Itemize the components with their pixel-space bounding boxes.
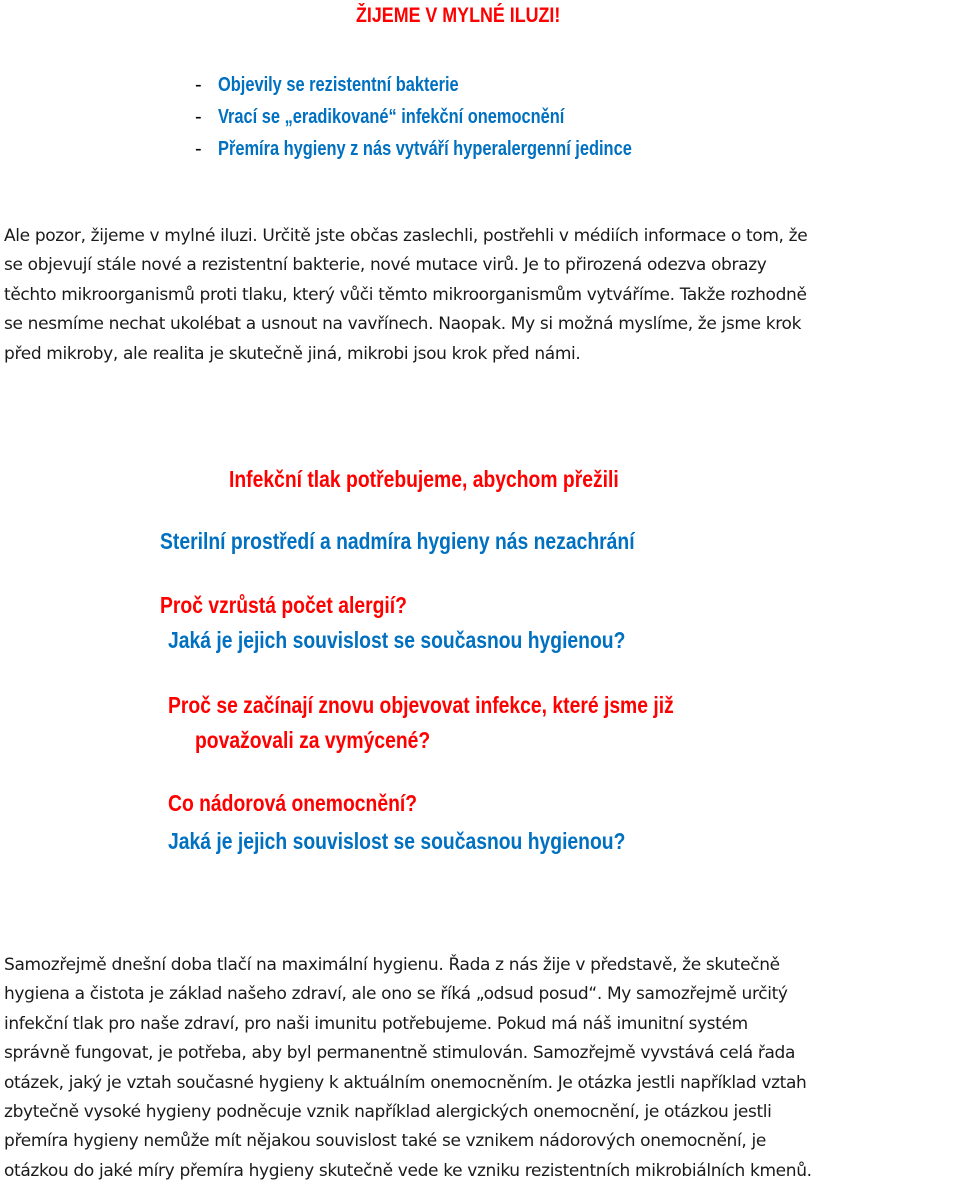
header-bullet-list bbox=[195, 69, 723, 165]
paragraph-line: správně fungovat, je potřeba, aby byl permanentně stimulován. Samozřejmě vyvstává celá řada bbox=[4, 1043, 796, 1064]
header-bullet-text: Vrací se „eradikované“ infekční onemocnění bbox=[218, 105, 565, 128]
paragraph-line: otázek, jaký je vztah současné hygieny k aktuálním onemocněním. Je otázka jestli například vztah bbox=[4, 1072, 807, 1093]
question-tumors-hygiene: Jaká je jejich souvislost se současnou hygienou? bbox=[168, 828, 626, 854]
paragraph-line: přemíra hygieny nemůže mít nějakou souvislost také se vznikem nádorových onemocnění, je bbox=[4, 1131, 766, 1152]
paragraph-line: Ale pozor, žijeme v mylné iluzi. Určitě jste občas zaslechli, postřehli v médiích informace o tom, že bbox=[4, 226, 808, 246]
questions-heading: Infekční tlak potřebujeme, abychom přežili bbox=[229, 466, 619, 492]
question-allergies-hygiene: Jaká je jejich souvislost se současnou hygienou? bbox=[168, 627, 626, 653]
paragraph-line: se nesmíme nechat ukolébat a usnout na vavřínech. Naopak. My si možná myslíme, že jsme krok bbox=[4, 314, 802, 335]
paragraph-line: se objevují stále nové a rezistentní bakterie, nové mutace virů. Je to přirozená odezva obrazy bbox=[4, 255, 767, 276]
paragraph-line: těchto mikroorganismů proti tlaku, který vůči těmto mikroorganismům vytváříme. Takže rozhodně bbox=[4, 284, 807, 305]
paragraph-line: zbytečně vysoké hygieny podněcuje vznik například alergických onemocnění, je otázkou jestli bbox=[4, 1102, 772, 1123]
paragraph-line: hygiena a čistota je základ našeho zdraví, ale ono se říká „odsud posud“. My samozřejmě určitý bbox=[4, 984, 788, 1005]
question-infections: Proč se začínají znovu objevovat infekce, které jsme již bbox=[168, 692, 674, 718]
bullet-dash: - bbox=[195, 137, 202, 160]
question-allergies: Proč vzrůstá počet alergií? bbox=[160, 592, 407, 618]
paragraph-line: Samozřejmě dnešní doba tlačí na maximální hygienu. Řada z nás žije v představě, že skutečně bbox=[4, 955, 780, 975]
question-tumors: Co nádorová onemocnění? bbox=[168, 790, 418, 816]
header-bullet-item bbox=[195, 133, 723, 165]
paragraph-line: před mikroby, ale realita je skutečně jiná, mikrobi jsou krok před námi. bbox=[4, 343, 581, 364]
header-bullet-text: Přemíra hygieny z nás vytváří hyperalergenní jedince bbox=[218, 137, 632, 160]
question-infections-cont: považovali za vymýcené? bbox=[195, 727, 431, 753]
header-bullet-item bbox=[195, 69, 723, 101]
header-bullet-text: Objevily se rezistentní bakterie bbox=[218, 73, 459, 96]
bullet-dash: - bbox=[195, 105, 202, 128]
paragraph-line: otázkou do jaké míry přemíra hygieny skutečně vede ke vzniku rezistentních mikrobiálních kmenů. bbox=[4, 1160, 812, 1181]
header-bullet-item bbox=[195, 101, 723, 133]
paragraph-line: infekční tlak pro naše zdraví, pro naši imunitu potřebujeme. Pokud má náš imunitní systém bbox=[4, 1013, 748, 1034]
questions-subheading: Sterilní prostředí a nadmíra hygieny nás nezachrání bbox=[160, 528, 635, 554]
header-title: ŽIJEME V MYLNÉ ILUZI! bbox=[356, 4, 561, 27]
bullet-dash: - bbox=[195, 73, 202, 96]
paragraph-intro bbox=[4, 222, 960, 369]
paragraph-hygiene bbox=[4, 951, 960, 1186]
